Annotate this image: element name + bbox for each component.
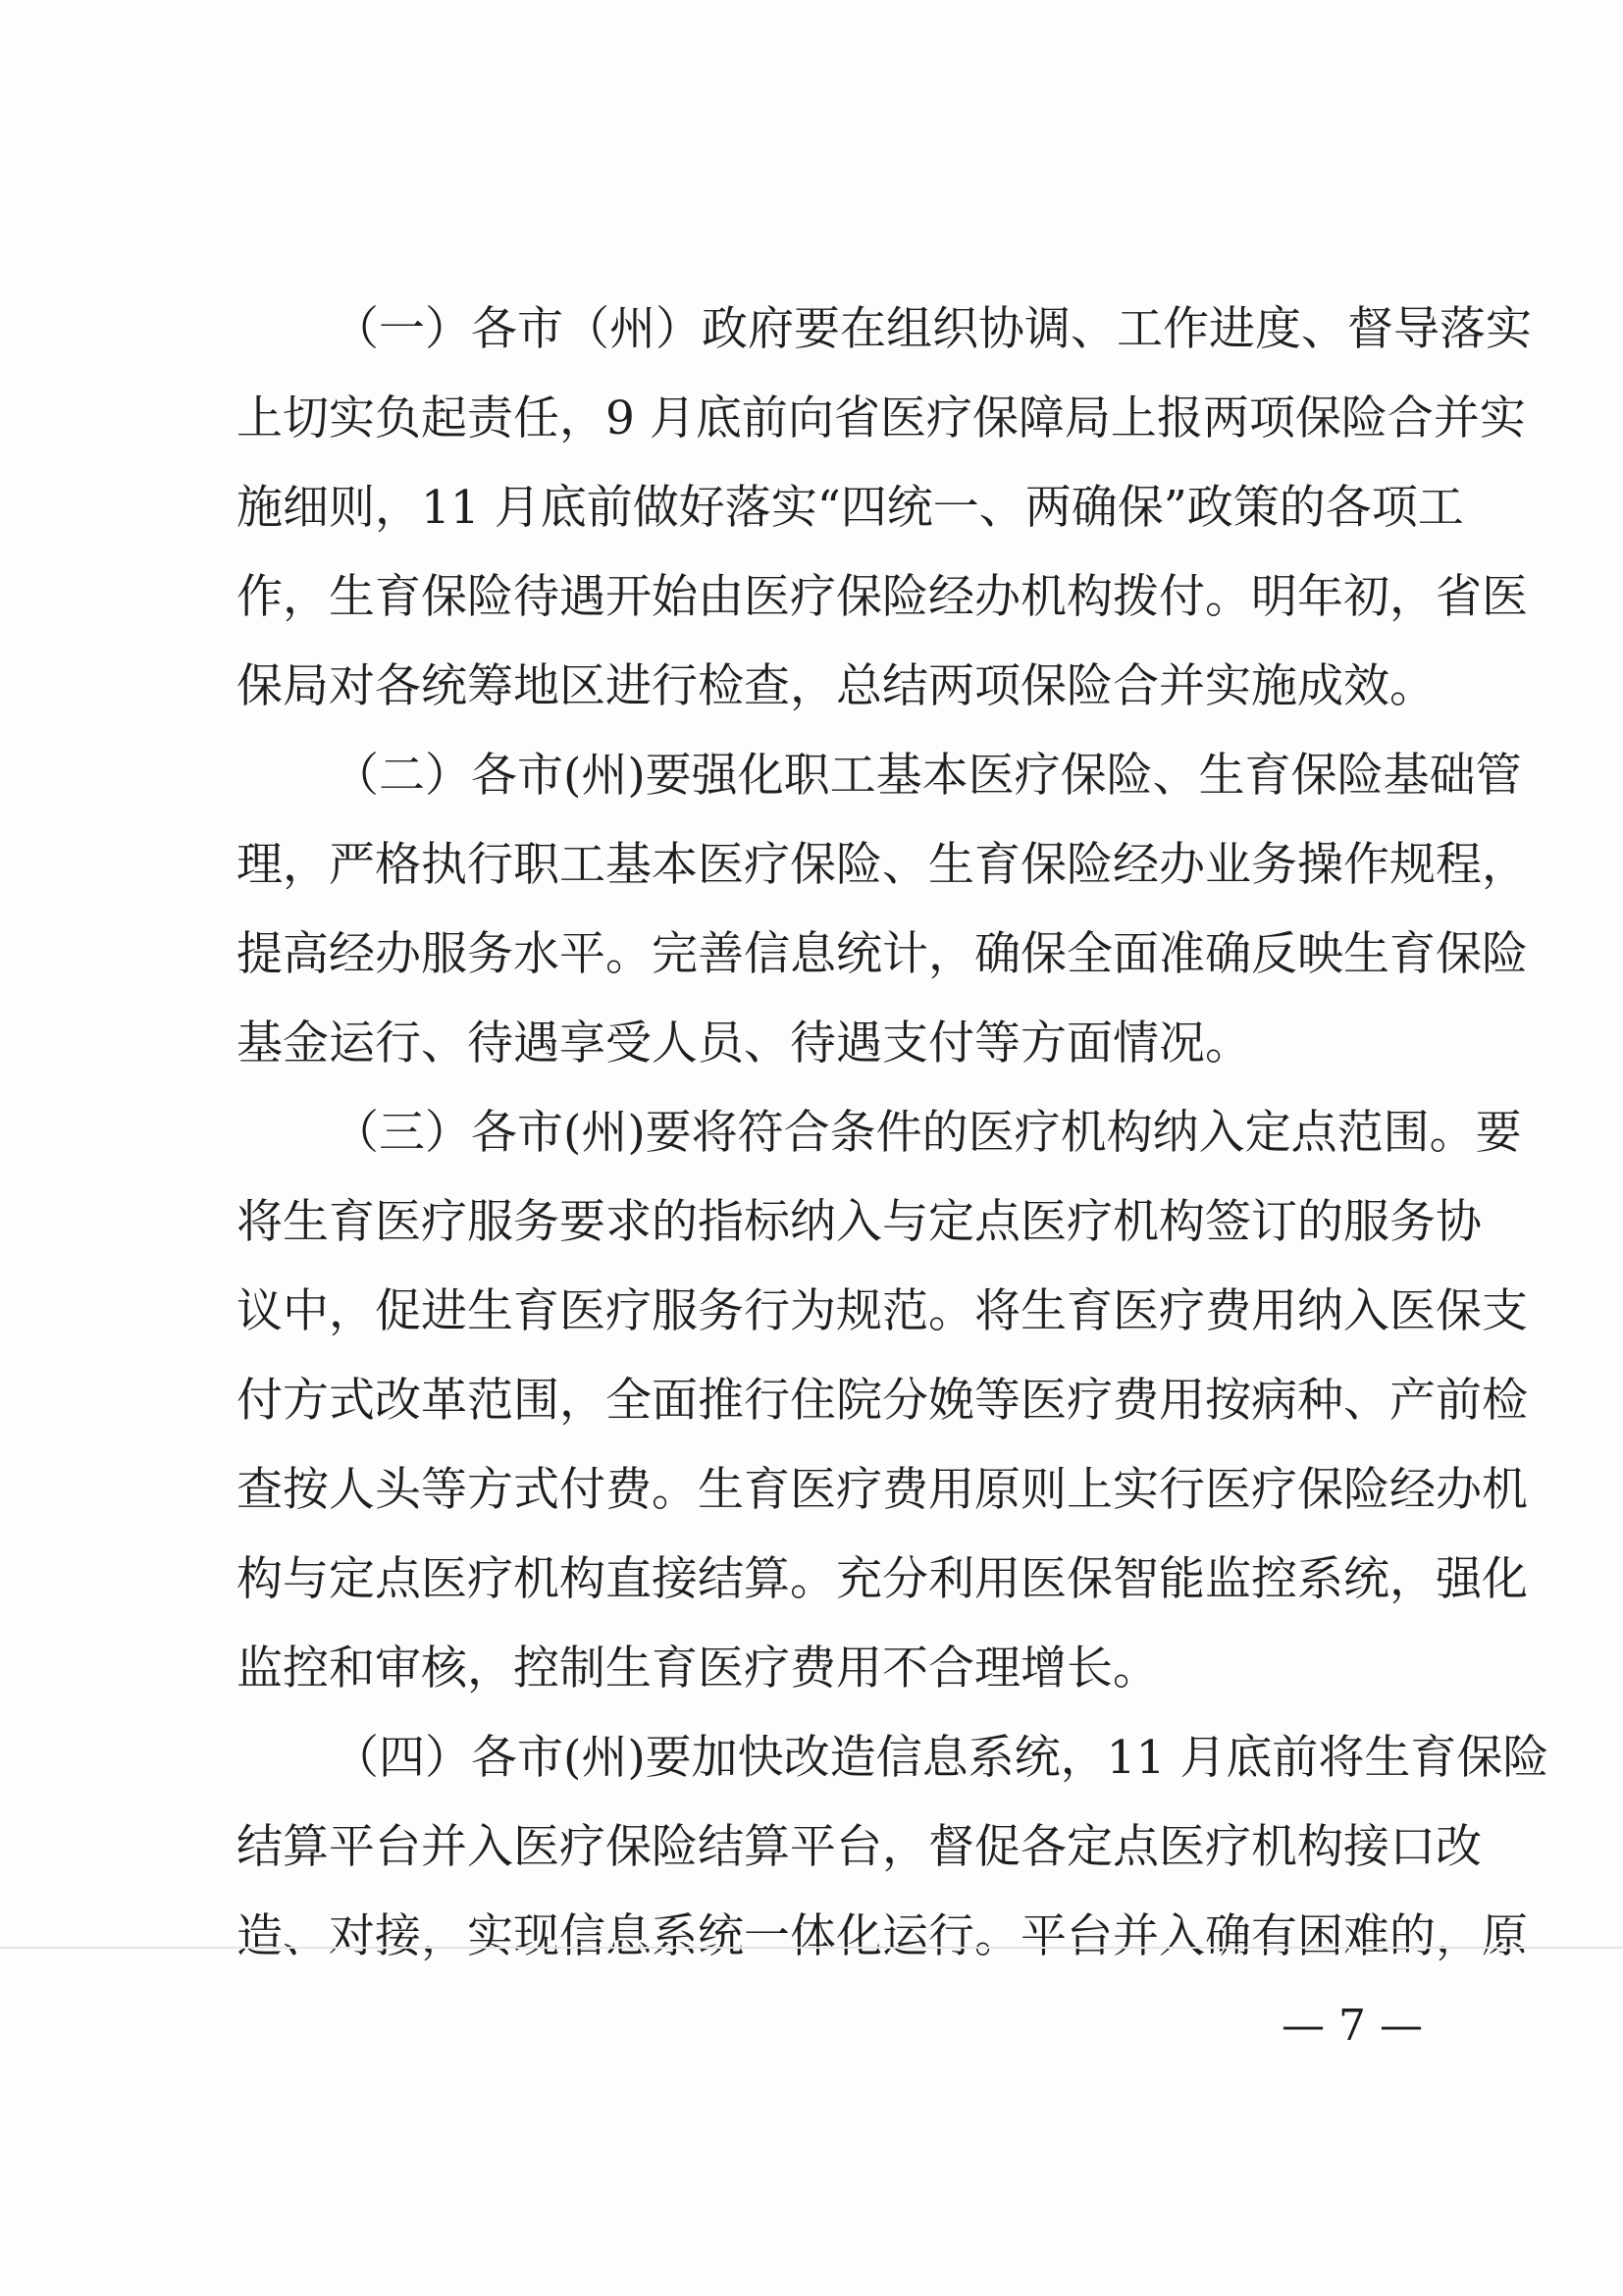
paragraph-line: 基金运行、待遇享受人员、待遇支付等方面情况。 [236,1017,1251,1070]
paragraph-line: （四）各市(州)要加快改造信息系统，11 月底前将生育保险 [333,1731,1549,1785]
paragraph-line: 构与定点医疗机构直接结算。充分利用医保智能监控系统，强化 [236,1552,1528,1606]
paragraph-line: （三）各市(州)要将符合条件的医疗机构纳入定点范围。要 [333,1106,1522,1160]
paragraph-line: 付方式改革范围，全面推行住院分娩等医疗费用按病种、产前检 [236,1374,1528,1428]
document-body [236,285,1549,1981]
page-number: — 7 — [1282,2001,1423,2051]
paragraph-3 [236,1088,1528,1713]
paragraph-2 [236,731,1528,1088]
paragraph-line: 将生育医疗服务要求的指标纳入与定点医疗机构签订的服务协 [236,1195,1482,1249]
paragraph-line: （二）各市(州)要强化职工基本医疗保险、生育保险基础管 [333,749,1522,803]
paragraph-line: 施细则，11 月底前做好落实“四统一、两确保”政策的各项工 [236,481,1464,535]
paragraph-line: 提高经办服务水平。完善信息统计，确保全面准确反映生育保险 [236,927,1528,981]
paragraph-line: 上切实负起责任，9 月底前向省医疗保障局上报两项保险合并实 [236,391,1526,445]
paragraph-4 [236,1713,1549,1981]
paragraph-line: 结算平台并入医疗保险结算平台，督促各定点医疗机构接口改 [236,1820,1482,1874]
paragraph-line: 保局对各统筹地区进行检查，总结两项保险合并实施成效。 [236,659,1436,713]
paragraph-line: 作，生育保险待遇开始由医疗保险经办机构拨付。明年初，省医 [236,570,1528,624]
paragraph-1 [236,285,1532,731]
paragraph-line: 造、对接，实现信息系统一体化运行。平台并入确有困难的，原 [236,1909,1528,1963]
page-divider [0,1947,1623,1949]
paragraph-line: 理，严格执行职工基本医疗保险、生育保险经办业务操作规程， [236,838,1528,892]
paragraph-line: （一）各市（州）政府要在组织协调、工作进度、督导落实 [333,302,1532,356]
paragraph-line: 议中，促进生育医疗服务行为规范。将生育医疗费用纳入医保支 [236,1284,1528,1338]
paragraph-line: 查按人头等方式付费。生育医疗费用原则上实行医疗保险经办机 [236,1463,1528,1517]
paragraph-line: 监控和审核，控制生育医疗费用不合理增长。 [236,1642,1159,1696]
